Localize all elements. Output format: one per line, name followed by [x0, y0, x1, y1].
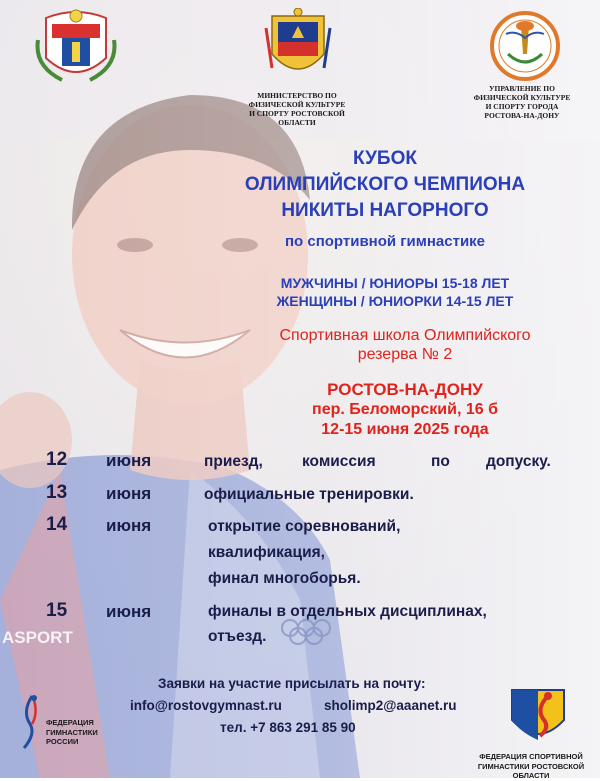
schedule-day: 15 — [46, 600, 68, 621]
email-link-2[interactable]: sholimp2@aaanet.ru — [324, 698, 457, 713]
schedule-event: официальные тренировки. — [204, 486, 414, 503]
russian-gymnastics-federation-logo — [18, 694, 42, 750]
applications-intro: Заявки на участие присылать на почту: — [158, 676, 426, 691]
schedule-event: комиссия — [302, 453, 376, 470]
admin-line: И СПОРТУ ГОРОДА — [485, 102, 559, 111]
ministry-line: МИНИСТЕРСТВО ПО — [257, 91, 337, 100]
schedule-month: июня — [106, 451, 152, 470]
title-line-2: ОЛИМПИЙСКОГО ЧЕМПИОНА — [244, 174, 526, 195]
category-men: МУЖЧИНЫ / ЮНИОРЫ 15-18 ЛЕТ — [280, 275, 510, 291]
admin-line: УПРАВЛЕНИЕ ПО — [489, 84, 555, 93]
schedule-event: финалы в отдельных дисциплинах, — [208, 603, 487, 620]
rostov-federation-caption — [466, 752, 596, 781]
ministry-line: И СПОРТУ РОСТОВСКОЙ — [249, 109, 345, 118]
jersey-text: ASPORT — [2, 628, 73, 647]
email-link-1[interactable]: info@rostovgymnast.ru — [130, 698, 282, 713]
venue-address: пер. Беломорский, 16 б — [312, 401, 498, 418]
sport-department-emblem — [486, 10, 564, 82]
federation-line: ОБЛАСТИ — [512, 771, 550, 780]
ministry-line: ФИЗИЧЕСКОЙ КУЛЬТУРЕ — [248, 100, 346, 109]
schedule-month: июня — [106, 516, 152, 535]
phone-number: тел. +7 863 291 85 90 — [220, 720, 356, 735]
school-name-line-2: резерва № 2 — [357, 346, 453, 363]
schedule-month: июня — [106, 484, 152, 503]
schedule-day: 13 — [46, 482, 68, 503]
schedule-event: открытие соревнований, — [208, 518, 401, 535]
rostov-city-crest — [32, 6, 120, 84]
federation-line: РОССИИ — [46, 737, 79, 746]
admin-line: ФИЗИЧЕСКОЙ КУЛЬТУРЕ — [473, 93, 571, 102]
category-women: ЖЕНЩИНЫ / ЮНИОРКИ 14-15 ЛЕТ — [276, 293, 514, 309]
title-line-1: КУБОК — [353, 148, 417, 169]
federation-line: ФЕДЕРАЦИЯ СПОРТИВНОЙ — [479, 752, 583, 761]
event-dates: 12-15 июня 2025 года — [321, 421, 489, 438]
subtitle: по спортивной гимнастике — [284, 233, 486, 250]
admin-line: РОСТОВА-НА-ДОНУ — [484, 111, 560, 120]
schedule-event: отъезд. — [208, 628, 267, 645]
federation-line: ГИМНАСТИКИ — [46, 727, 98, 737]
city-sport-department-caption — [452, 84, 592, 120]
venue-city: РОСТОВ-НА-ДОНУ — [327, 380, 483, 399]
schedule-event: по — [431, 453, 450, 470]
russian-federation-caption — [46, 718, 98, 747]
schedule-event: допуску. — [486, 453, 551, 470]
title-line-3: НИКИТЫ НАГОРНОГО — [281, 200, 489, 221]
school-name-line-1: Спортивная школа Олимпийского — [279, 327, 531, 344]
schedule-month: июня — [106, 602, 152, 621]
federation-line: ГИМНАСТИКИ РОСТОВСКОЙ — [477, 761, 585, 771]
schedule-event: квалификация, — [208, 544, 325, 561]
ministry-line: ОБЛАСТИ — [278, 118, 316, 127]
rostov-gymnastics-federation-logo — [506, 686, 570, 748]
rostov-region-crest — [264, 8, 332, 84]
federation-line: ФЕДЕРАЦИЯ — [46, 718, 94, 727]
ministry-caption — [232, 91, 362, 127]
schedule-event: приезд, — [204, 453, 263, 470]
schedule-event: финал многоборья. — [208, 570, 361, 587]
schedule-day: 12 — [46, 449, 68, 470]
schedule-day: 14 — [46, 514, 68, 535]
